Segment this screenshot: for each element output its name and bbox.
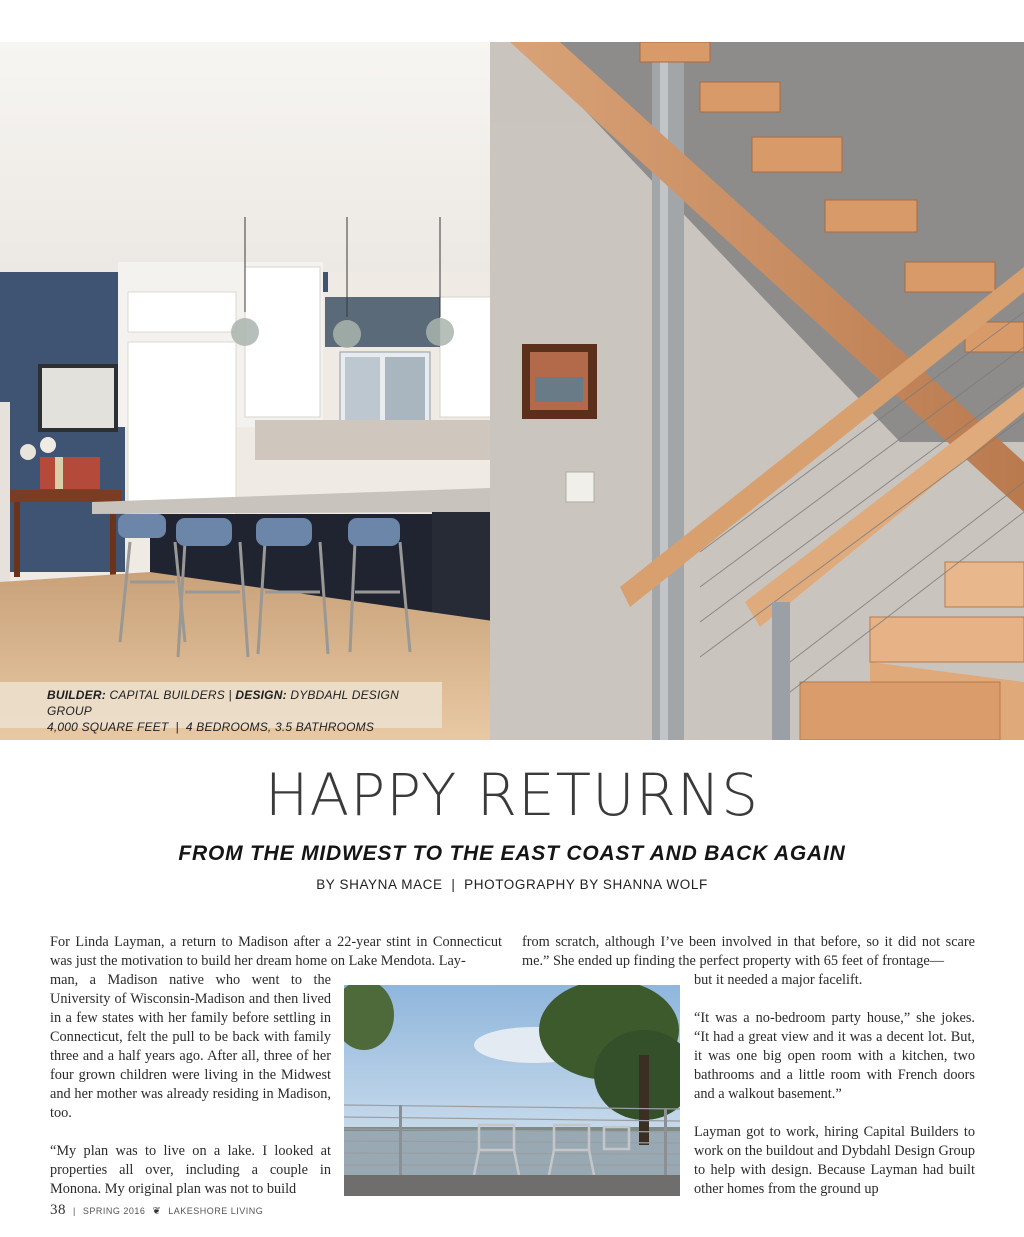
body-paragraph-2: “My plan was to live on a lake. I looked at properties all over, including a couple in Monona. My original plan was not to build [50,1143,331,1197]
issue-label: SPRING 2016 [82,1206,146,1216]
body-paragraph-5: Layman got to work, hiring Capital Builders to work on the buildout and Dybdahl Design Group to help with design. Because Layman had built other homes from the ground up [694,1124,975,1197]
footer-separator: | [73,1206,76,1216]
article-subtitle: FROM THE MIDWEST TO THE EAST COAST AND BACK AGAIN [178,842,846,865]
page-footer [50,1202,263,1220]
article-byline: BY SHAYNA MACE | PHOTOGRAPHY BY SHANNA WOLF [316,877,708,892]
lake-deck-illustration [344,985,680,1196]
body-paragraph-4: “It was a no-bedroom party house,” she jokes. “It had a great view and it was a decent lot. But, it was one big open room with a kitchen, two bathrooms and a little room with French doors and a walkout basement.” [694,1010,975,1102]
design-label: DESIGN: [235,688,287,702]
hero-photo [0,42,1024,740]
page-number: 38 [50,1202,66,1218]
body-paragraph-3-narrow: but it needed a major facelift. [694,972,863,988]
article-title: HAPPY RETURNS [264,761,760,829]
body-paragraph-3-full: from scratch, although I’ve been involved in that before, so it did not scare me.” She ended up finding the perfect property with 65 feet of frontage— [522,934,975,969]
lake-deck-photo [344,985,680,1196]
photo-credits-caption [0,682,442,734]
leaf-icon: ❦ [152,1206,162,1217]
design-value: DYBDAHL DESIGN GROUP [47,688,399,718]
caption-line-1 [47,687,442,719]
builder-value: CAPITAL BUILDERS [109,688,225,702]
magazine-name: LAKESHORE LIVING [168,1206,264,1216]
caption-line-2: 4,000 SQUARE FEET | 4 BEDROOMS, 3.5 BATHROOMS [47,720,375,734]
kitchen-staircase-illustration [0,42,1024,740]
body-paragraph-1-narrow: man, a Madison native who went to the University of Wisconsin-Madison and then lived in a few states with her family before settling in Connecticut, felt the pull to be back with family three and a half years ago. After all, three of her four grown children were living in the Midwest and her mother was already residing in Madison, too. [50,972,331,1121]
builder-label: BUILDER: [47,688,106,702]
caption-separator: | [228,688,232,702]
body-paragraph-1-full: For Linda Layman, a return to Madison after a 22-year stint in Connecticut was just the motivation to build her dream home on Lake Mendota. Lay- [50,934,502,969]
